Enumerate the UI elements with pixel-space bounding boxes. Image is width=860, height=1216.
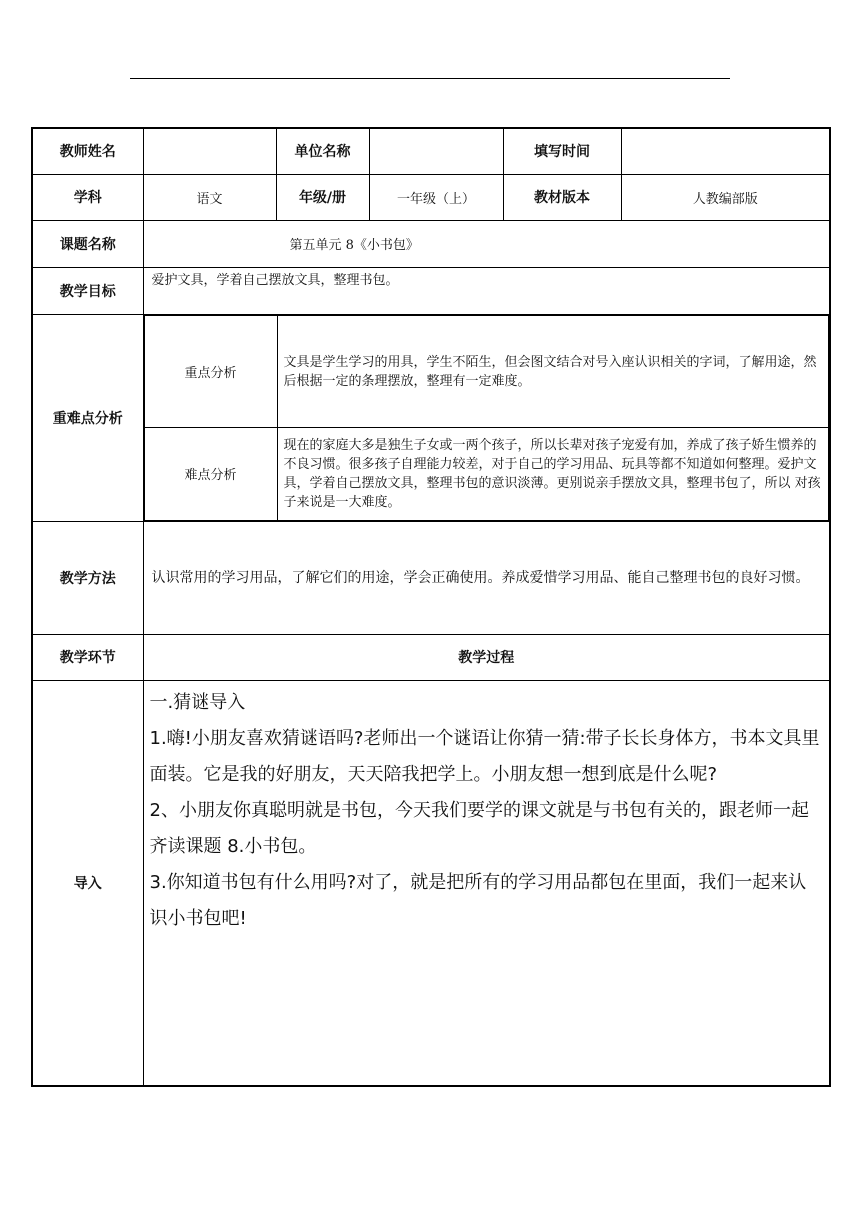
intro-label: 导入	[32, 680, 143, 1086]
key-analysis-label: 重点分析	[144, 315, 277, 427]
goal-label: 教学目标	[32, 267, 143, 314]
row-teacher-info	[32, 128, 830, 174]
process-label: 教学过程	[143, 634, 830, 680]
teacher-label: 教师姓名	[32, 128, 143, 174]
topic-value: 第五单元 8《小书包》	[143, 220, 830, 267]
edition-value: 人教编部版	[621, 174, 830, 220]
intro-heading: 一.猜谜导入	[149, 691, 246, 713]
analysis-subtable	[144, 315, 830, 521]
unit-value	[369, 128, 503, 174]
difficult-analysis-text: 现在的家庭大多是独生子女或一两个孩子，所以长辈对孩子宠爱有加，养成了孩子娇生惯养的不良习惯。很多孩子自理能力较差，对于自己的学习用品、玩具等都不知道如何整理。爱护文具，学着自己摆放文具，整理书包的意识淡薄。更别说亲手摆放文具，整理书包了，所以 对孩子来说是一大难度。	[277, 427, 829, 520]
method-label: 教学方法	[32, 521, 143, 634]
goal-value: 爱护文具，学着自己摆放文具，整理书包。	[143, 267, 830, 314]
row-stage-header	[32, 634, 830, 680]
topic-label: 课题名称	[32, 220, 143, 267]
unit-label: 单位名称	[276, 128, 369, 174]
key-analysis-text: 文具是学生学习的用具，学生不陌生，但会图文结合对号入座认识相关的字词，了解用途，然后根据一定的条理摆放，整理有一定难度。	[277, 315, 829, 427]
grade-value: 一年级（上）	[369, 174, 503, 220]
difficult-analysis-row	[144, 427, 829, 520]
row-intro	[32, 680, 830, 1086]
header-rule	[130, 78, 730, 79]
row-analysis	[32, 314, 830, 521]
difficult-analysis-label: 难点分析	[144, 427, 277, 520]
stage-label: 教学环节	[32, 634, 143, 680]
lesson-plan-table	[31, 127, 831, 1087]
edition-label: 教材版本	[503, 174, 621, 220]
row-method	[32, 521, 830, 634]
teacher-value	[143, 128, 276, 174]
intro-paragraph-1: 1.嗨!小朋友喜欢猜谜语吗?老师出一个谜语让你猜一猜:带子长长身体方，书本文具里面装。它是我的好朋友，天天陪我把学上。小朋友想一想到底是什么呢?	[149, 727, 820, 785]
intro-paragraph-3: 3.你知道书包有什么用吗?对了，就是把所有的学习用品都包在里面，我们一起来认识小书包吧!	[149, 871, 807, 929]
time-value	[621, 128, 830, 174]
row-subject-info	[32, 174, 830, 220]
analysis-label: 重难点分析	[32, 314, 143, 521]
key-analysis-row	[144, 315, 829, 427]
method-text: 认识常用的学习用品，了解它们的用途，学会正确使用。养成爱惜学习用品、能自己整理书包的良好习惯。	[143, 521, 830, 634]
intro-content	[143, 680, 830, 1086]
row-goal	[32, 267, 830, 314]
intro-paragraph-2: 2、小朋友你真聪明就是书包，今天我们要学的课文就是与书包有关的，跟老师一起齐读课题 8.小书包。	[149, 799, 809, 857]
subject-label: 学科	[32, 174, 143, 220]
grade-label: 年级/册	[276, 174, 369, 220]
time-label: 填写时间	[503, 128, 621, 174]
row-topic	[32, 220, 830, 267]
subject-value: 语文	[143, 174, 276, 220]
analysis-cell	[143, 314, 830, 521]
